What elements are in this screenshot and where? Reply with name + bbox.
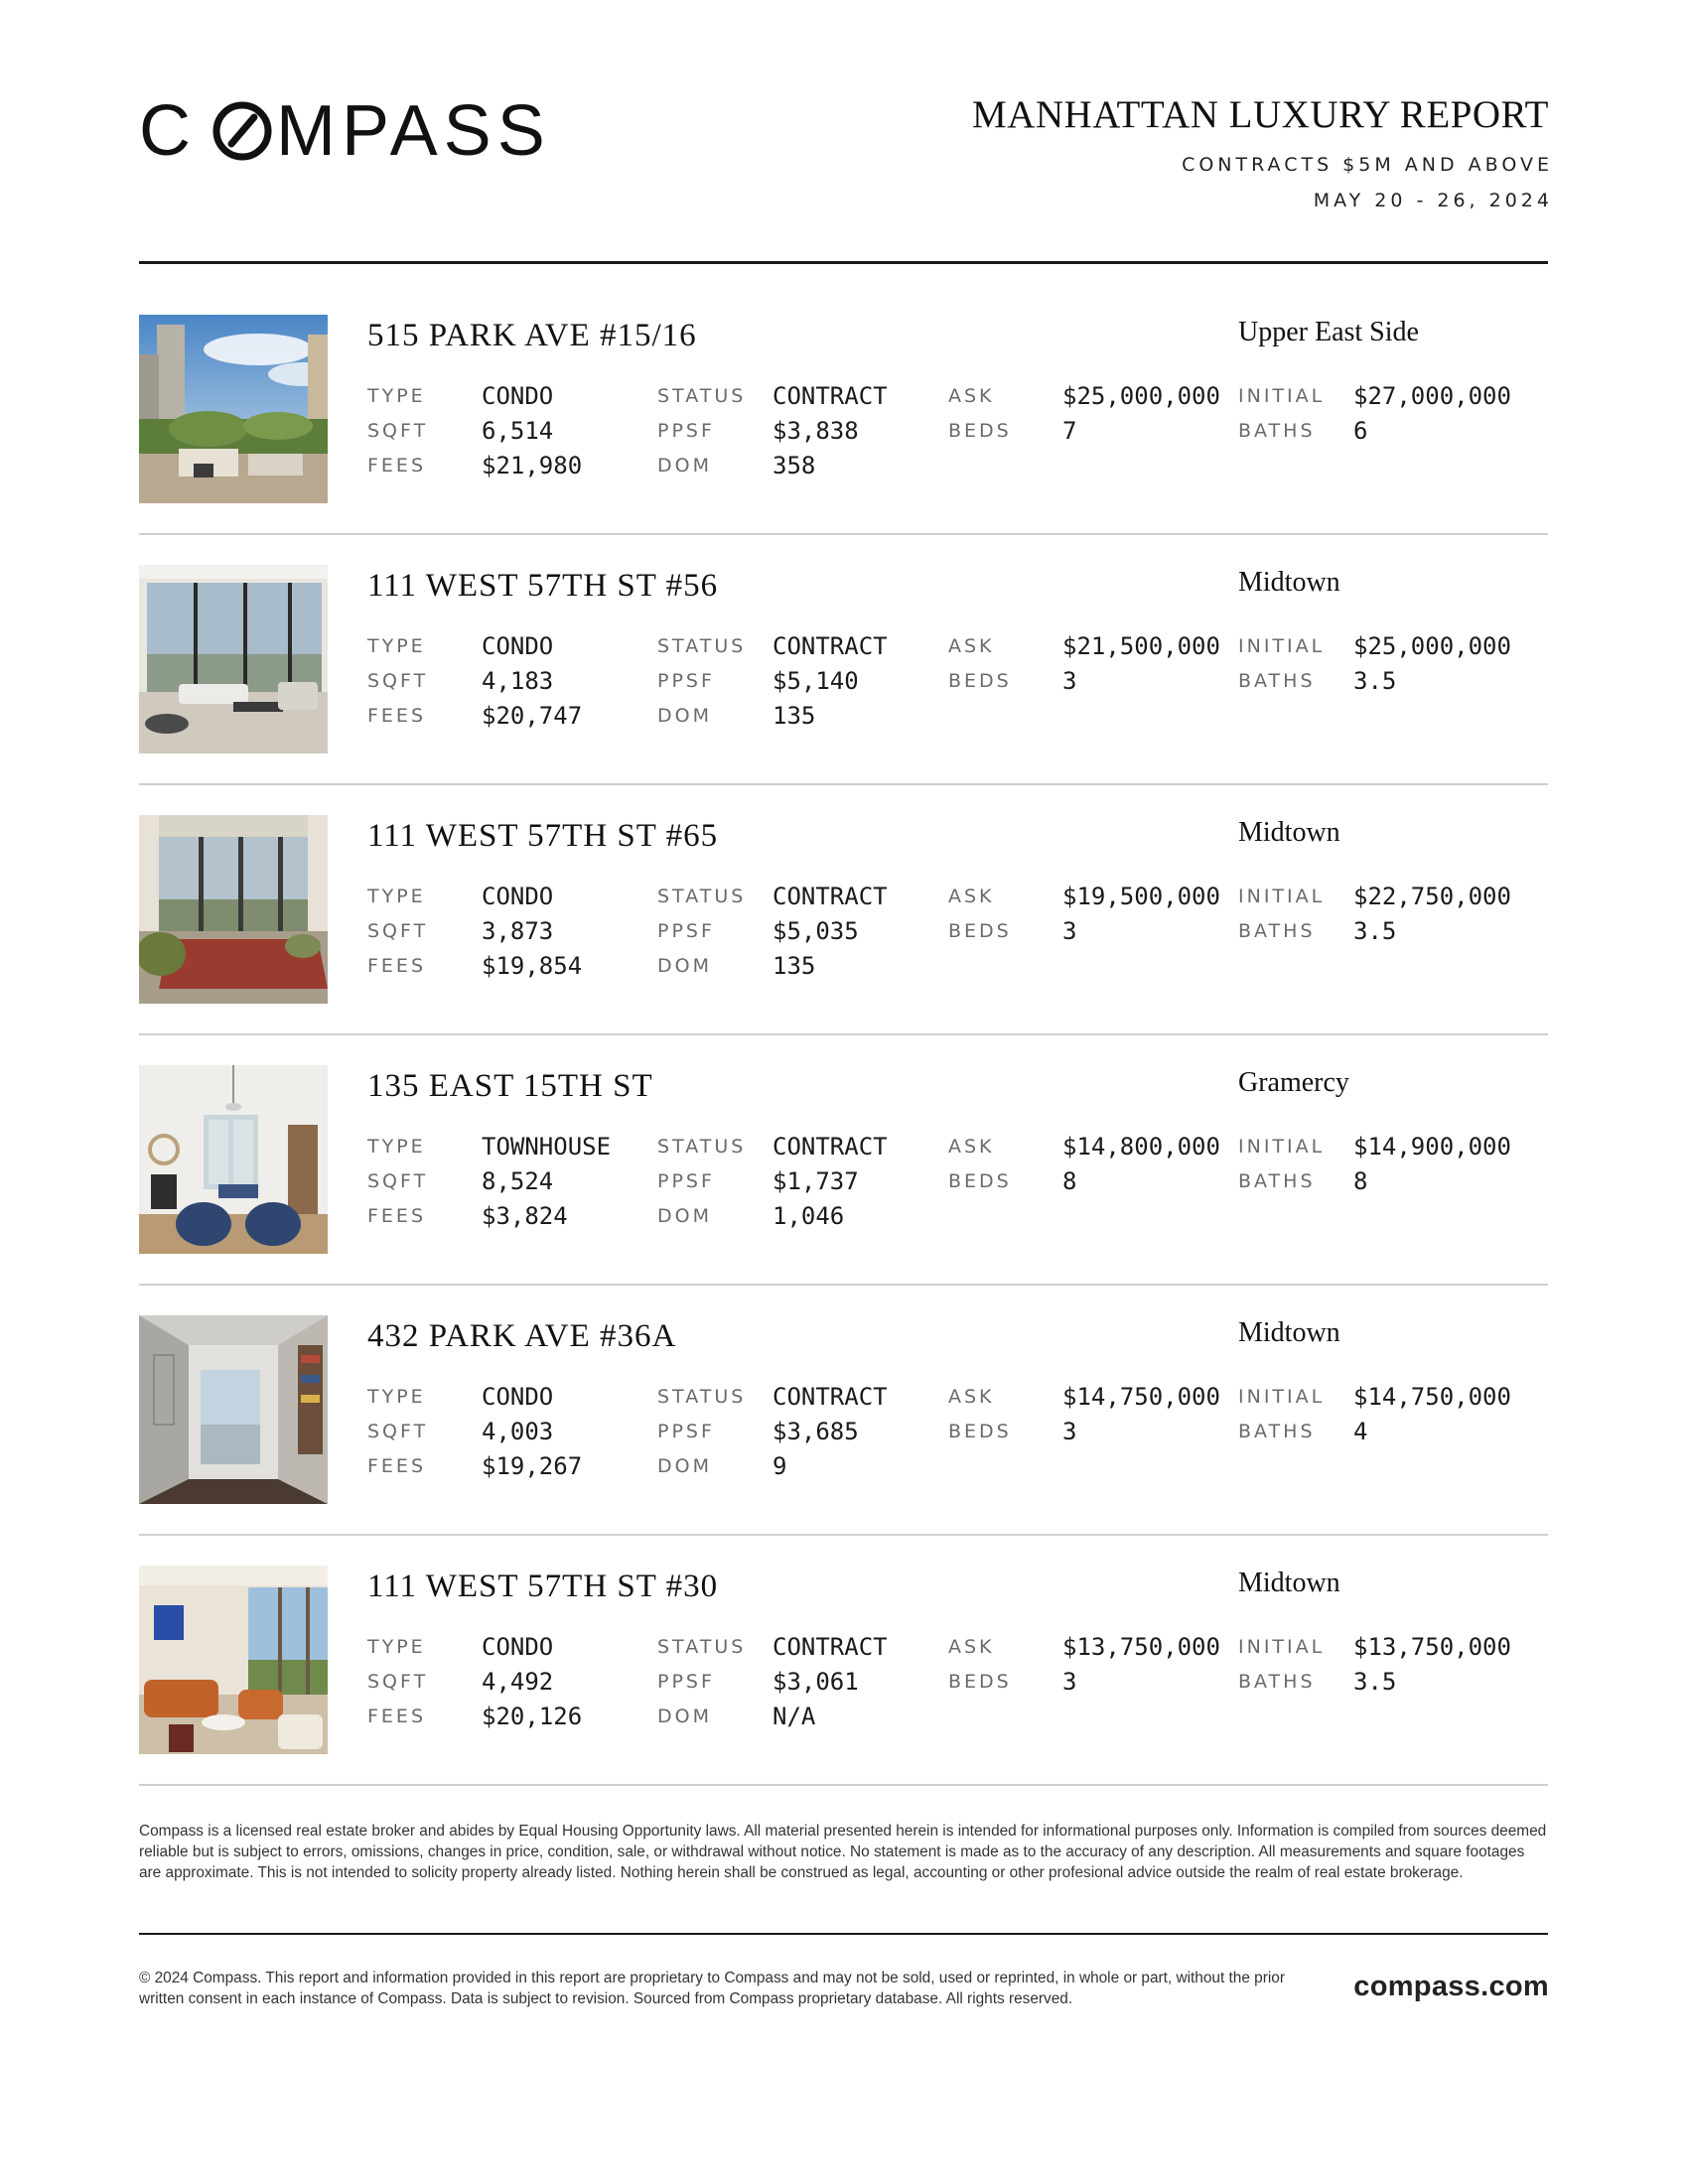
listing-address[interactable]: 135 EAST 15TH ST	[367, 1068, 653, 1104]
initial-value: $14,900,000	[1353, 1133, 1511, 1160]
beds-value: 3	[1062, 1418, 1077, 1445]
listing-neighborhood: Midtown	[1238, 1317, 1340, 1348]
ask-value: $14,750,000	[1062, 1383, 1220, 1411]
fees-label: FEES	[367, 1205, 426, 1227]
listing-item	[139, 1315, 1548, 1566]
status-label: STATUS	[657, 635, 747, 657]
dom-value: 9	[773, 1452, 787, 1480]
fees-label: FEES	[367, 705, 426, 727]
beds-label: BEDS	[948, 670, 1012, 692]
status-value: CONTRACT	[773, 1633, 888, 1661]
status-value: CONTRACT	[773, 382, 888, 410]
listing-item	[139, 1566, 1548, 1816]
listing-divider	[139, 533, 1548, 535]
baths-label: BATHS	[1238, 1671, 1316, 1693]
website-link[interactable]: compass.com	[1353, 1971, 1549, 2002]
type-label: TYPE	[367, 635, 426, 657]
living-room-rug-photo[interactable]	[139, 815, 328, 1004]
listing-address[interactable]: 111 WEST 57TH ST #56	[367, 568, 719, 604]
type-value: CONDO	[482, 1633, 554, 1661]
listing-neighborhood: Midtown	[1238, 567, 1340, 598]
initial-value: $14,750,000	[1353, 1383, 1511, 1411]
sqft-label: SQFT	[367, 420, 429, 442]
beds-label: BEDS	[948, 920, 1012, 942]
dom-value: N/A	[773, 1703, 816, 1730]
baths-label: BATHS	[1238, 420, 1316, 442]
listing-neighborhood: Midtown	[1238, 1568, 1340, 1598]
ppsf-value: $1,737	[773, 1167, 859, 1195]
dom-label: DOM	[657, 1706, 712, 1727]
initial-value: $13,750,000	[1353, 1633, 1511, 1661]
ppsf-value: $5,035	[773, 917, 859, 945]
listing-item	[139, 565, 1548, 815]
ask-label: ASK	[948, 886, 995, 907]
listing-divider	[139, 1033, 1548, 1035]
terrace-photo[interactable]	[139, 315, 328, 503]
status-value: CONTRACT	[773, 883, 888, 910]
lounge-photo[interactable]	[139, 1566, 328, 1754]
listings-list	[139, 315, 1548, 1816]
baths-label: BATHS	[1238, 1170, 1316, 1192]
sqft-value: 3,873	[482, 917, 554, 945]
sqft-value: 6,514	[482, 417, 554, 445]
listing-neighborhood: Gramercy	[1238, 1067, 1349, 1098]
ask-value: $14,800,000	[1062, 1133, 1220, 1160]
type-value: CONDO	[482, 883, 554, 910]
beds-label: BEDS	[948, 1170, 1012, 1192]
dom-label: DOM	[657, 1455, 712, 1477]
listing-neighborhood: Midtown	[1238, 817, 1340, 848]
header-divider	[139, 261, 1548, 264]
ask-label: ASK	[948, 1386, 995, 1408]
ppsf-value: $5,140	[773, 667, 859, 695]
initial-label: INITIAL	[1238, 1136, 1326, 1158]
listing-item	[139, 315, 1548, 565]
beds-label: BEDS	[948, 1421, 1012, 1442]
type-value: CONDO	[482, 382, 554, 410]
beds-value: 7	[1062, 417, 1077, 445]
sqft-value: 4,183	[482, 667, 554, 695]
listing-address[interactable]: 432 PARK AVE #36A	[367, 1318, 677, 1354]
sqft-value: 4,003	[482, 1418, 554, 1445]
fees-label: FEES	[367, 455, 426, 477]
ppsf-label: PPSF	[657, 1170, 715, 1192]
disclaimer-text: Compass is a licensed real estate broker and abides by Equal Housing Opportunity laws. All material presented herein is intended for informational purposes only. Information is compiled from sources deemed reliable but is subject to errors, omissions, changes in price, condition, sale, or withdrawal without notice. No statement is made as to the accuracy of any description. All measurements and square footages are approximate. This is not intended to solicity property already listed. Nothing herein shall be construed as legal, accounting or other profesional advice outside the realm of real estate brokerage.	[139, 1823, 1547, 1881]
ppsf-label: PPSF	[657, 670, 715, 692]
baths-label: BATHS	[1238, 670, 1316, 692]
type-value: CONDO	[482, 1383, 554, 1411]
report-subtitle: CONTRACTS $5M AND ABOVE	[1182, 154, 1553, 176]
fees-value: $20,126	[482, 1703, 583, 1730]
ppsf-label: PPSF	[657, 920, 715, 942]
fees-label: FEES	[367, 955, 426, 977]
initial-value: $22,750,000	[1353, 883, 1511, 910]
initial-label: INITIAL	[1238, 385, 1326, 407]
ask-label: ASK	[948, 385, 995, 407]
ppsf-label: PPSF	[657, 420, 715, 442]
report-title: MANHATTAN LUXURY REPORT	[972, 93, 1549, 136]
status-value: CONTRACT	[773, 1133, 888, 1160]
fees-value: $19,267	[482, 1452, 583, 1480]
sqft-value: 8,524	[482, 1167, 554, 1195]
status-label: STATUS	[657, 1136, 747, 1158]
living-room-view-photo[interactable]	[139, 565, 328, 753]
sqft-label: SQFT	[367, 1421, 429, 1442]
report-date-range: MAY 20 - 26, 2024	[1313, 190, 1553, 211]
listing-address[interactable]: 515 PARK AVE #15/16	[367, 318, 697, 353]
beds-value: 3	[1062, 667, 1077, 695]
baths-value: 6	[1353, 417, 1368, 445]
baths-value: 3.5	[1353, 917, 1397, 945]
initial-value: $27,000,000	[1353, 382, 1511, 410]
baths-value: 3.5	[1353, 1668, 1397, 1696]
ask-value: $21,500,000	[1062, 632, 1220, 660]
ask-value: $25,000,000	[1062, 382, 1220, 410]
fees-label: FEES	[367, 1455, 426, 1477]
dom-value: 358	[773, 452, 816, 479]
ppsf-value: $3,838	[773, 417, 859, 445]
listing-divider	[139, 1284, 1548, 1286]
compass-logo[interactable]	[139, 97, 566, 167]
ask-label: ASK	[948, 1636, 995, 1658]
fees-value: $20,747	[482, 702, 583, 730]
fees-label: FEES	[367, 1706, 426, 1727]
listing-neighborhood: Upper East Side	[1238, 317, 1419, 347]
beds-value: 3	[1062, 1668, 1077, 1696]
footer-divider	[139, 1933, 1548, 1935]
listing-item	[139, 1065, 1548, 1315]
baths-label: BATHS	[1238, 1421, 1316, 1442]
sqft-label: SQFT	[367, 670, 429, 692]
beds-label: BEDS	[948, 420, 1012, 442]
type-value: TOWNHOUSE	[482, 1133, 612, 1160]
ppsf-value: $3,061	[773, 1668, 859, 1696]
hallway-photo[interactable]	[139, 1315, 328, 1504]
beds-value: 8	[1062, 1167, 1077, 1195]
type-value: CONDO	[482, 632, 554, 660]
status-label: STATUS	[657, 385, 747, 407]
ask-value: $19,500,000	[1062, 883, 1220, 910]
sqft-label: SQFT	[367, 920, 429, 942]
copyright-text: © 2024 Compass. This report and information provided in this report are proprietary to Compass and may not be sold, used or reprinted, in whole or part, without the prior written consent in each instance of Compass. Data is subject to revision. Sourced from Compass proprietary database. All rights reserved.	[139, 1970, 1285, 2007]
listing-divider	[139, 1784, 1548, 1786]
fees-value: $3,824	[482, 1202, 568, 1230]
beds-value: 3	[1062, 917, 1077, 945]
listing-item	[139, 815, 1548, 1065]
initial-label: INITIAL	[1238, 886, 1326, 907]
ppsf-label: PPSF	[657, 1671, 715, 1693]
listing-divider	[139, 783, 1548, 785]
dom-value: 135	[773, 702, 816, 730]
ask-label: ASK	[948, 635, 995, 657]
dom-value: 1,046	[773, 1202, 845, 1230]
svg-text:MPASS: MPASS	[276, 97, 551, 167]
listing-divider	[139, 1534, 1548, 1536]
dom-label: DOM	[657, 1205, 712, 1227]
fees-value: $21,980	[482, 452, 583, 479]
type-label: TYPE	[367, 1636, 426, 1658]
dom-label: DOM	[657, 955, 712, 977]
initial-value: $25,000,000	[1353, 632, 1511, 660]
initial-label: INITIAL	[1238, 1386, 1326, 1408]
dom-label: DOM	[657, 705, 712, 727]
listing-address[interactable]: 111 WEST 57TH ST #65	[367, 818, 719, 854]
beds-label: BEDS	[948, 1671, 1012, 1693]
baths-value: 3.5	[1353, 667, 1397, 695]
type-label: TYPE	[367, 886, 426, 907]
type-label: TYPE	[367, 385, 426, 407]
sqft-value: 4,492	[482, 1668, 554, 1696]
sqft-label: SQFT	[367, 1671, 429, 1693]
initial-label: INITIAL	[1238, 1636, 1326, 1658]
baths-value: 4	[1353, 1418, 1368, 1445]
initial-label: INITIAL	[1238, 635, 1326, 657]
compass-logo-o-icon	[216, 105, 268, 157]
ppsf-value: $3,685	[773, 1418, 859, 1445]
status-label: STATUS	[657, 1636, 747, 1658]
type-label: TYPE	[367, 1386, 426, 1408]
baths-value: 8	[1353, 1167, 1368, 1195]
svg-text:C: C	[139, 97, 197, 167]
parlor-room-photo[interactable]	[139, 1065, 328, 1254]
status-label: STATUS	[657, 886, 747, 907]
dom-value: 135	[773, 952, 816, 980]
status-label: STATUS	[657, 1386, 747, 1408]
sqft-label: SQFT	[367, 1170, 429, 1192]
ask-value: $13,750,000	[1062, 1633, 1220, 1661]
status-value: CONTRACT	[773, 632, 888, 660]
ppsf-label: PPSF	[657, 1421, 715, 1442]
status-value: CONTRACT	[773, 1383, 888, 1411]
dom-label: DOM	[657, 455, 712, 477]
report-header	[972, 93, 1553, 211]
ask-label: ASK	[948, 1136, 995, 1158]
fees-value: $19,854	[482, 952, 583, 980]
type-label: TYPE	[367, 1136, 426, 1158]
baths-label: BATHS	[1238, 920, 1316, 942]
listing-address[interactable]: 111 WEST 57TH ST #30	[367, 1569, 719, 1604]
